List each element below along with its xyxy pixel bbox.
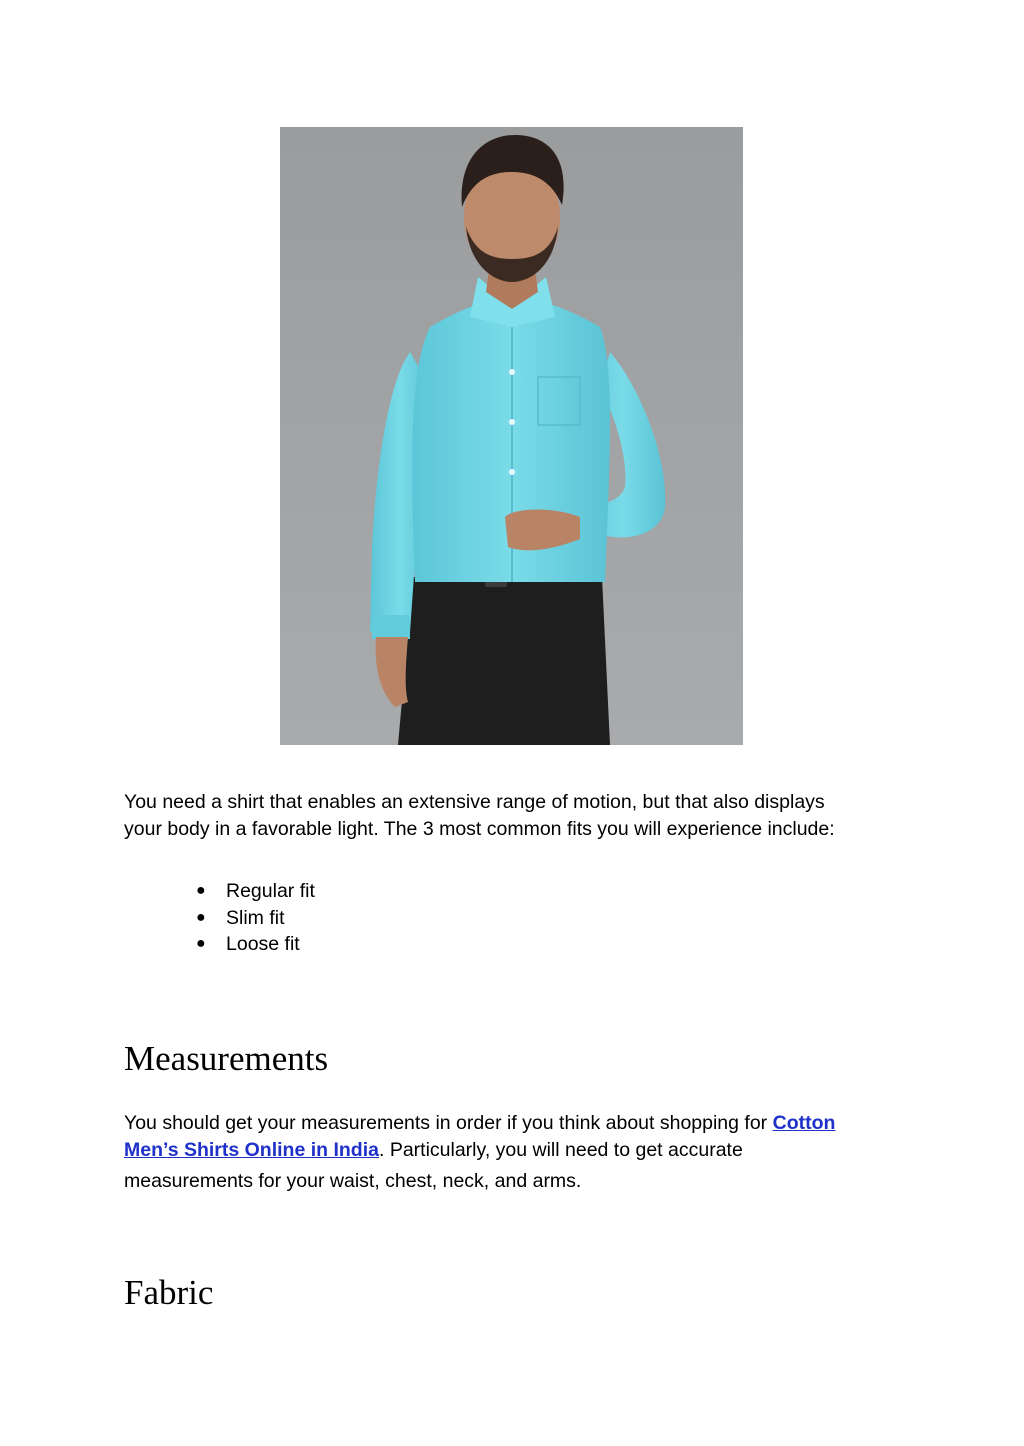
list-item-label: Loose fit <box>226 933 300 955</box>
intro-paragraph <box>124 789 904 843</box>
link-first-letter: C <box>772 1112 787 1134</box>
list-item-label: Slim fit <box>226 906 285 929</box>
hero-photo <box>280 127 743 745</box>
link-text-part-2: Men’s Shirts Online in India <box>124 1139 379 1161</box>
bullet-icon: ● <box>196 935 206 952</box>
measurements-paragraph <box>124 1110 904 1195</box>
measurements-heading: Measurements <box>124 1039 329 1078</box>
list-item-label: Regular fit <box>226 880 315 902</box>
bullet-icon: ● <box>196 882 206 899</box>
bullet-icon: ● <box>196 908 206 926</box>
fabric-heading: Fabric <box>124 1273 214 1312</box>
fits-list <box>196 878 315 958</box>
list-item <box>196 905 315 932</box>
list-item <box>196 878 315 905</box>
list-item <box>196 931 315 958</box>
measurements-line-3: measurements for your waist, chest, neck, and arms. <box>124 1170 582 1192</box>
measurements-text-after-link: . Particularly, you will need to get accurate <box>378 1139 743 1161</box>
shirt-model-image <box>280 127 743 745</box>
intro-line-1: You need a shirt that enables an extensive range of motion, but that also displays <box>124 791 825 813</box>
measurements-text-before-link: You should get your measurements in order if you think about shopping for <box>124 1112 773 1134</box>
intro-line-2: your body in a favorable light. The 3 most common fits you will experience include: <box>124 818 835 840</box>
link-text-part-1: otton <box>786 1112 836 1134</box>
